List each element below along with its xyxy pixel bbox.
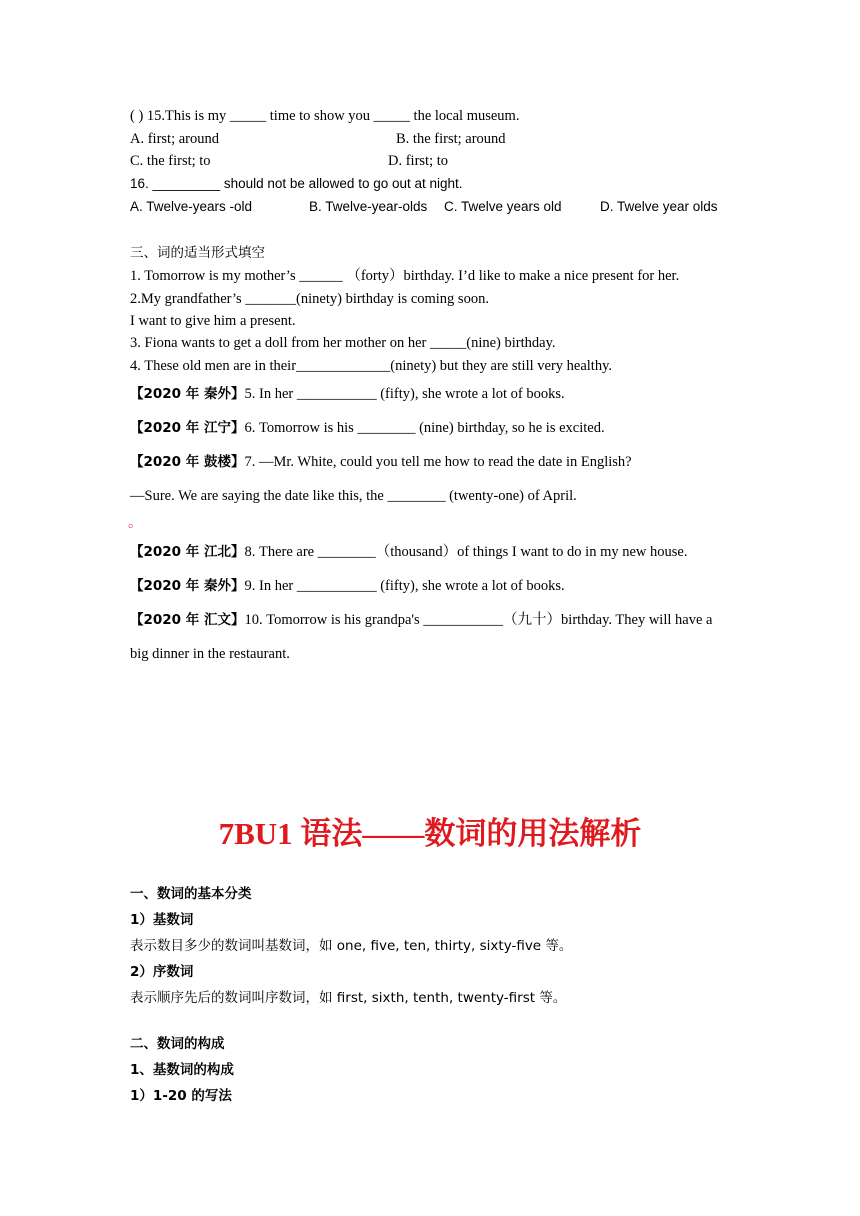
question-text: 6. Tomorrow is his ________ (nine) birthday, so he is excited.	[244, 420, 605, 436]
grammar-heading-2-1: 1、基数词的构成	[130, 1062, 234, 1078]
source-tag: 【2020 年 秦外】	[130, 578, 245, 594]
grammar-heading-2-1-1: 1）1-20 的写法	[130, 1088, 232, 1104]
q16-option-a: A. Twelve-years -old	[130, 199, 253, 214]
question-text: 5. In her ___________ (fifty), she wrote a lot of books.	[244, 386, 565, 402]
q16-option-c: C. Twelve years old	[444, 199, 562, 214]
source-tag: 【2020 年 汇文】	[130, 612, 245, 628]
grammar-desc-2: 表示顺序先后的数词叫序数词，如 first, sixth, tenth, twenty-first 等。	[130, 990, 567, 1006]
grammar-title: 7BU1 语法——数词的用法解析	[218, 816, 642, 851]
grammar-sub-1: 1）基数词	[130, 912, 194, 928]
section3-item-4: 4. These old men are in their_____________(ninety) but they are still very healthy.	[130, 358, 613, 374]
section3-item-7-answer: —Sure. We are saying the date like this, the ________ (twenty-one) of April.	[130, 488, 577, 504]
grammar-desc-1: 表示数目多少的数词叫基数词，如 one, five, ten, thirty, sixty-five 等。	[130, 938, 573, 954]
question-text: 7. —Mr. White, could you tell me how to read the date in English?	[244, 454, 632, 470]
q16-option-d: D. Twelve year olds	[600, 199, 718, 214]
source-tag: 【2020 年 鼓楼】	[130, 454, 245, 470]
section3-item-10-cont: big dinner in the restaurant.	[130, 646, 290, 662]
q15-option-d: D. first; to	[388, 153, 449, 169]
q16-stem: 16. _________ should not be allowed to go out at night.	[130, 176, 463, 191]
q15-stem: ( ) 15.This is my _____ time to show you _____ the local museum.	[130, 108, 520, 124]
section3-item-5	[130, 385, 565, 403]
question-text: 10. Tomorrow is his grandpa's ___________（九十）birthday. They will have a	[244, 612, 713, 628]
section3-heading: 三、词的适当形式填空	[130, 245, 265, 261]
source-tag: 【2020 年 秦外】	[130, 386, 245, 402]
grammar-heading-2: 二、数词的构成	[130, 1036, 225, 1052]
section3-item-2: 2.My grandfather’s _______(ninety) birthday is coming soon.	[130, 291, 489, 307]
section3-item-6	[130, 419, 605, 437]
section3-item-1: 1. Tomorrow is my mother’s ______ （forty）birthday. I’d like to make a nice present for her.	[130, 268, 680, 284]
source-tag: 【2020 年 江北】	[130, 544, 245, 560]
stray-mark: 。	[128, 515, 143, 531]
grammar-sub-2: 2）序数词	[130, 964, 194, 980]
q15-option-c: C. the first; to	[130, 153, 211, 169]
section3-item-7	[130, 453, 632, 471]
section3-item-10	[130, 611, 712, 629]
question-text: 9. In her ___________ (fifty), she wrote a lot of books.	[244, 578, 565, 594]
q15-option-b: B. the first; around	[396, 131, 506, 147]
grammar-heading-1: 一、数词的基本分类	[130, 886, 252, 902]
section3-item-3: 3. Fiona wants to get a doll from her mother on her _____(nine) birthday.	[130, 335, 556, 351]
source-tag: 【2020 年 江宁】	[130, 420, 245, 436]
question-text: 8. There are ________（thousand）of things I want to do in my new house.	[244, 544, 688, 560]
q16-option-b: B. Twelve-year-olds	[309, 199, 428, 214]
section3-item-8	[130, 543, 687, 561]
q15-option-a: A. first; around	[130, 131, 219, 147]
section3-item-9	[130, 577, 565, 595]
section3-item-2-cont: I want to give him a present.	[130, 313, 296, 329]
